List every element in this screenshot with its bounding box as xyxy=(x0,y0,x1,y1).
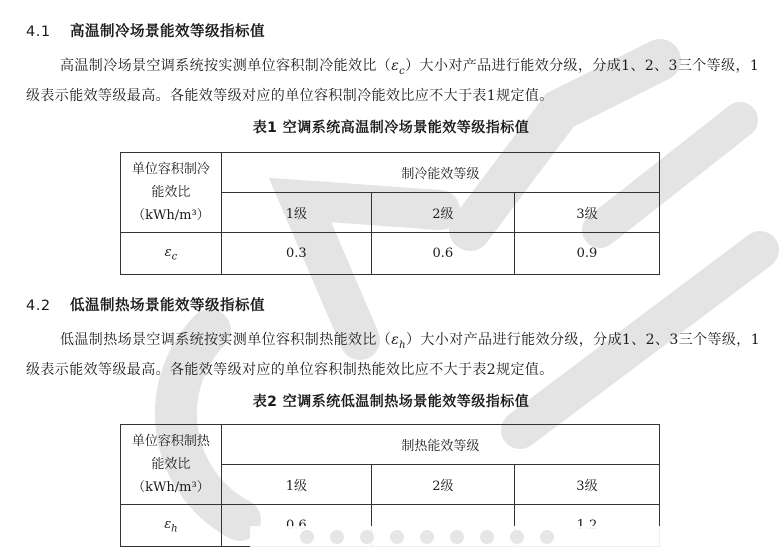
grade-header-cell: 2级 xyxy=(371,465,514,505)
overlay-dot-icon xyxy=(540,530,554,544)
symbol-epsilon-c: $\varepsilon_c$ xyxy=(391,58,406,77)
grade-header-cell: 3级 xyxy=(514,193,659,233)
overlay-dot-icon xyxy=(420,530,434,544)
section-title: 低温制热场景能效等级指标值 xyxy=(70,298,265,314)
value-cell: 0.6 xyxy=(371,233,514,275)
grade-header-cell: 2级 xyxy=(371,193,514,233)
overlay-dot-icon xyxy=(510,530,524,544)
section-paragraph: 低温制热场景空调系统按实测单位容积制热能效比$(\varepsilon_h)$大小对产品进行能效分级，分成1、2、3三个等级，1级表示能效等级最高。各能效等级对应的单位容积制热能效比应不大于表2规定值。 xyxy=(26,332,760,378)
section-heading-4-1 xyxy=(26,20,265,41)
table-caption: 表2 空调系统低温制热场景能效等级指标值 xyxy=(252,394,530,410)
row-symbol-cell: $\varepsilon_c$ xyxy=(121,233,222,275)
header-top-cell: 制冷能效等级 xyxy=(221,153,659,193)
overlay-dot-icon xyxy=(330,530,344,544)
section-number: 4.2 xyxy=(26,298,51,314)
section-heading-4-2 xyxy=(26,294,265,315)
section-title: 高温制冷场景能效等级指标值 xyxy=(70,24,265,40)
header-top-cell: 制热能效等级 xyxy=(221,425,659,465)
overlay-dot-icon xyxy=(360,530,374,544)
grade-header-cell: 3级 xyxy=(514,465,659,505)
overlay-dot-icon xyxy=(300,530,314,544)
header-left-cell: 单位容积制冷 能效比 （kWh/m³） xyxy=(121,153,222,233)
grade-header-cell: 1级 xyxy=(221,465,371,505)
section-number: 4.1 xyxy=(26,24,51,40)
section-paragraph: 高温制冷场景空调系统按实测单位容积制冷能效比$(\varepsilon_c)$大小对产品进行能效分级，分成1、2、3三个等级，1级表示能效等级最高。各能效等级对应的单位容积制冷能效比应不大于表1规定值。 xyxy=(26,58,760,104)
overlay-dot-icon xyxy=(390,530,404,544)
value-cell: 0.3 xyxy=(221,233,371,275)
overlay-dot-icon xyxy=(450,530,464,544)
overlay-dot-icon xyxy=(480,530,494,544)
symbol-epsilon-h: $\varepsilon_h$ xyxy=(391,332,406,351)
table-1 xyxy=(120,152,660,275)
header-left-cell: 单位容积制热 能效比 （kWh/m³） xyxy=(121,425,222,505)
row-symbol-cell: $\varepsilon_h$ xyxy=(121,505,222,547)
table-caption: 表1 空调系统高温制冷场景能效等级指标值 xyxy=(252,120,530,136)
grade-header-cell: 1级 xyxy=(221,193,371,233)
value-cell: 0.9 xyxy=(514,233,659,275)
